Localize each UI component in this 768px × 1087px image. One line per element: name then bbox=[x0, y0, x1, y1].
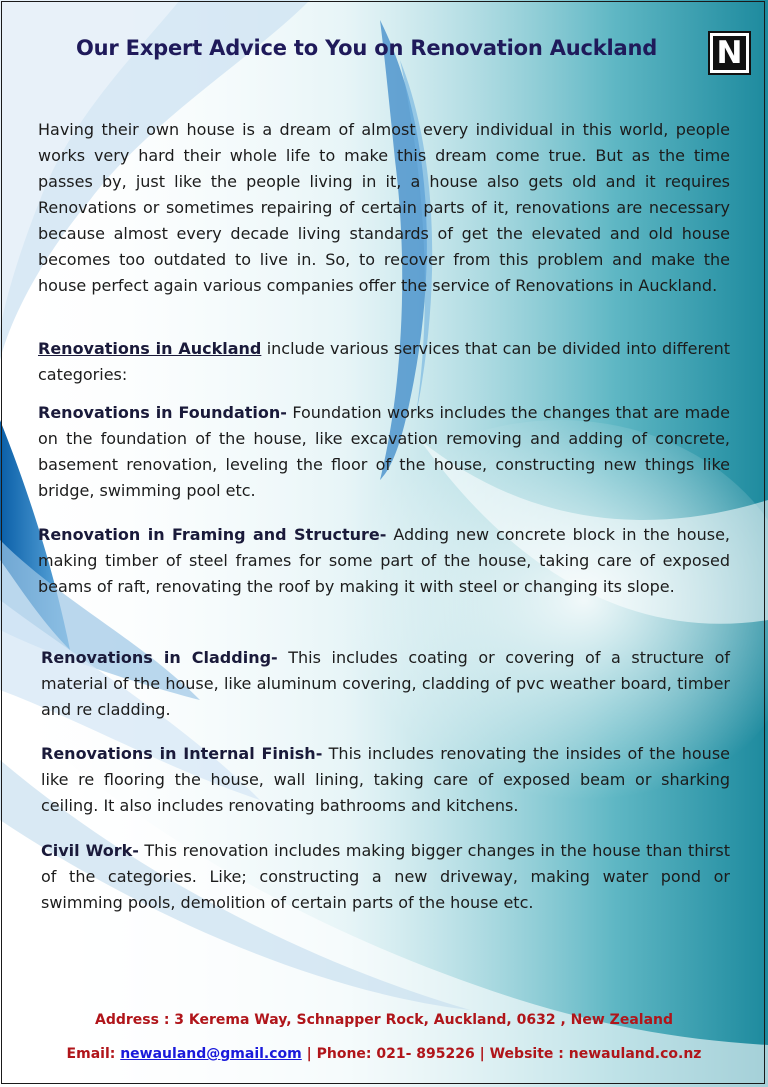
section-cladding bbox=[41, 645, 730, 723]
renovations-auckland-link[interactable]: Renovations in Auckland bbox=[38, 339, 262, 358]
section-text: Adding new concrete block in the house, making timber of steel frames for some part of the house, taking care of exposed beams of raft, renovating the roof by making it with steel or changing its slope. bbox=[38, 525, 731, 596]
section-text: This renovation includes making bigger changes in the house than thirst of the categories. Like; constructing a new driveway, making water pond or swimming pools, demolition of certain parts of the house etc. bbox=[41, 841, 730, 912]
section-framing bbox=[38, 522, 730, 600]
email-label: Email: bbox=[66, 1046, 121, 1062]
section-internal-finish bbox=[41, 741, 730, 819]
footer-address: Address : 3 Kerema Way, Schnapper Rock, Auckland, 0632 , New Zealand bbox=[95, 1012, 673, 1028]
section-foundation bbox=[38, 400, 730, 504]
services-text: include various services that can be divided into different categories: bbox=[38, 339, 731, 384]
section-heading: Renovations in Foundation- bbox=[38, 403, 287, 422]
email-link[interactable]: newauland@gmail.com bbox=[120, 1046, 302, 1062]
section-text: Foundation works includes the changes that are made on the foundation of the house, like excavation removing and adding of concrete, basement renovation, leveling the floor of the house, constructing new things like bridge, swimming pool etc. bbox=[38, 403, 731, 500]
logo-letter: N bbox=[713, 36, 746, 70]
section-text: This includes coating or covering of a structure of material of the house, like aluminum covering, cladding of pvc weather board, timber and re cladding. bbox=[41, 648, 730, 719]
footer-contact bbox=[0, 1046, 768, 1062]
section-heading: Renovations in Internal Finish- bbox=[41, 744, 323, 763]
brand-logo bbox=[708, 31, 751, 75]
section-civil-work bbox=[41, 838, 730, 916]
contact-details: | Phone: 021- 895226 | Website : newauland.co.nz bbox=[301, 1046, 702, 1062]
intro-paragraph: Having their own house is a dream of almost every individual in this world, people works very hard their whole life to make this dream come true. But as the time passes by, just like the people living in it, a house also gets old and it requires Renovations or sometimes repairing of certain parts of it, renovations are necessary because almost every decade living standards of get the elevated and old house becomes too outdated to live in. So, to recover from this problem and make the house perfect again various companies offer the service of Renovations in Auckland. bbox=[38, 120, 730, 295]
section-heading: Renovation in Framing and Structure- bbox=[38, 525, 387, 544]
section-heading: Renovations in Cladding- bbox=[41, 648, 278, 667]
services-paragraph bbox=[38, 336, 730, 388]
section-heading: Civil Work- bbox=[41, 841, 139, 860]
page-title: Our Expert Advice to You on Renovation Auckland bbox=[76, 36, 658, 60]
section-text: This includes renovating the insides of the house like re flooring the house, wall lining, taking care of exposed beam or sharking ceiling. It also includes renovating bathrooms and kitchens. bbox=[41, 744, 731, 815]
